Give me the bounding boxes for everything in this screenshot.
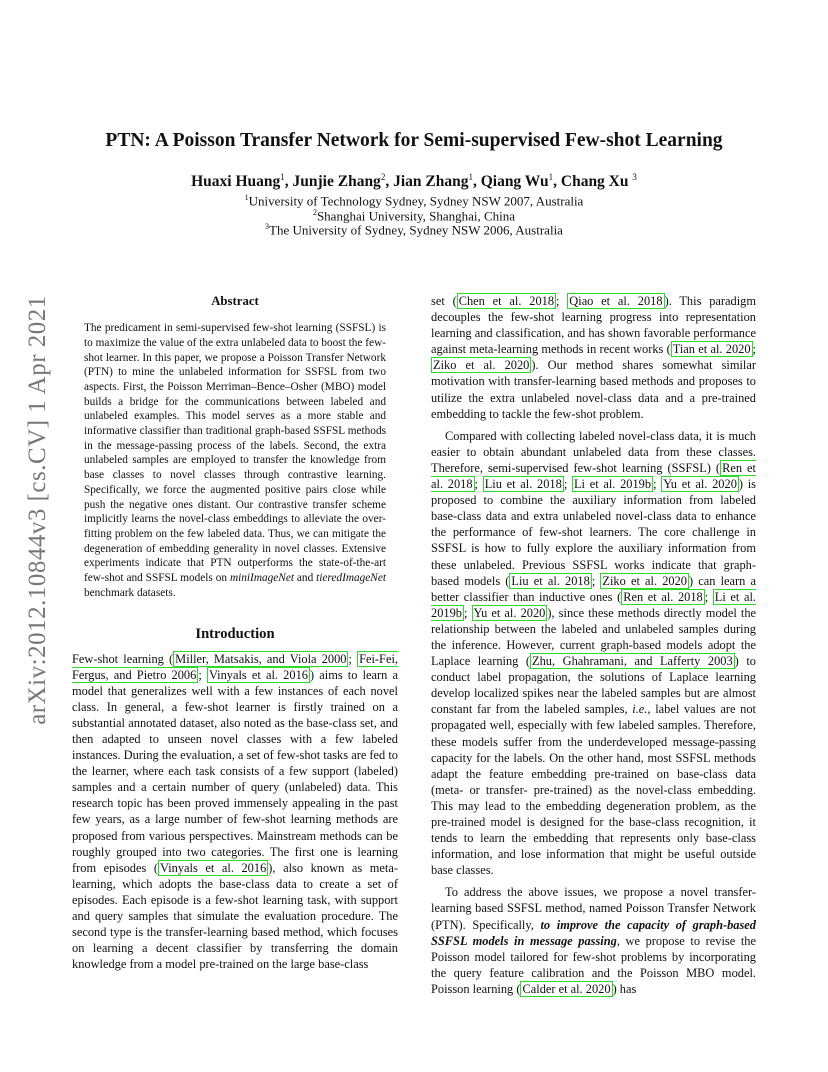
citation-link[interactable]: Chen et al. 2018 <box>458 294 555 308</box>
emphasized-text: to improve the capacity of graph-based SSFSL models in message passing <box>431 917 756 948</box>
body-text: ; <box>704 589 713 604</box>
body-text: ; <box>474 477 483 492</box>
body-text: , we propose to revise the Poisson model tailored for few-shot problems by incorporating the query feature calibration and the Poisson MBO model. Poisson learning ( <box>431 933 756 996</box>
author-affil-mark: 1 <box>468 172 473 182</box>
citation-link[interactable]: Liu et al. 2018 <box>511 573 590 588</box>
body-text-italic: i.e., <box>632 702 651 717</box>
citation-link[interactable]: Miller, Matsakis, and Viola 2000 <box>175 651 347 666</box>
abstract-body: and <box>293 572 317 585</box>
body-text: ). Our method shares somewhat similar motivation with transfer-learning based methods and proposes to utilize the extra unlabeled novel-class data and a pre-trained embedding to tackle the few-shot problem. <box>431 358 756 421</box>
citation-link[interactable]: Ziko et al. 2020 <box>433 358 530 373</box>
citation-link[interactable]: Ziko et al. 2020 <box>602 573 687 588</box>
body-text: ; <box>198 667 207 682</box>
affiliation-mark: 3 <box>265 222 270 231</box>
abstract-body: benchmark datasets. <box>84 586 176 599</box>
citation-link[interactable]: Zhu, Ghahramani, and Lafferty 2003 <box>532 654 733 669</box>
body-text: ; <box>348 651 358 666</box>
body-text: ; <box>591 573 601 588</box>
author-name: Qiang Wu <box>480 173 549 191</box>
body-text: set ( <box>431 294 457 308</box>
body-text: Few-shot learning ( <box>72 651 174 666</box>
abstract-body: The predicament in semi-supervised few-shot learning (SSFSL) is to maximize the value of the extra unlabeled data to boost the few-shot learner. In this paper, we propose a Poisson Transfer Network (PTN) to mine the unlabeled information for SSFSL from two aspects. First, the Poisson Merriman–Bence–Osher (MBO) model builds a bridge for the communications between labeled and unlabeled examples. This model serves as a more stable and informative classifier than traditional graph-based SSFSL methods in the message-passing process of the labels. Second, the extra unlabeled samples are employed to transfer the knowledge from base classes to novel classes through contrastive learning. Specifically, we force the augmented positive pairs close while push the negative ones distant. Our contrastive transfer scheme implicitly learns the novel-class embeddings to alleviate the over-fitting problem on the few labeled data. Thus, we can mitigate the degeneration of embedding generality in novel classes. Extensive experiments indicate that PTN outperforms the state-of-the-art few-shot and SSFSL models on <box>84 322 386 585</box>
author-affil-mark: 1 <box>548 172 554 182</box>
arxiv-stamp-text: arXiv:2012.10844v3 [cs.CV] 1 Apr 2021 <box>24 295 52 725</box>
citation-link[interactable]: Li et al. 2019b <box>573 477 652 492</box>
author-affil-mark: 1 <box>280 172 285 182</box>
affiliation-text: The University of Sydney, Sydney NSW 2006, Australia <box>269 222 563 238</box>
arxiv-stamp <box>12 295 64 725</box>
paper-title: PTN: A Poisson Transfer Network for Semi-supervised Few-shot Learning <box>105 130 723 151</box>
affiliation-mark: 1 <box>244 193 249 202</box>
body-paragraph <box>431 428 756 879</box>
citation-link[interactable]: Li et al. 2019b <box>431 589 756 620</box>
body-text: ), also known as meta-learning, which adopts the base-class data to create a set of episodes. Each episode is a few-shot learning task, with support and query samples that simulate the evaluation procedure. The second type is the transfer-learning based method, which focuses on learning a decent classifier by transferring the domain knowledge from a model pre-trained on the large base-class <box>72 860 398 972</box>
body-text: ; <box>563 477 572 492</box>
affiliation-text: Shanghai University, Shanghai, China <box>316 208 516 224</box>
abstract-text <box>72 321 398 600</box>
citation-link[interactable]: Vinyals et al. 2016 <box>208 667 308 682</box>
right-column <box>431 293 756 997</box>
body-text: ) is proposed to combine the auxiliary information from labeled base-class data and extra unlabeled novel-class data to enhance the performance of few-shot learners. The core challenge in SSFSL is how to fully explore the auxiliary information from these unlabeled. Previous SSFSL works indicate that graph-based models ( <box>431 477 757 588</box>
body-text: ) aims to learn a model that generalizes well with a few instances of each novel class. In general, a few-shot learner is firstly trained on a substantial annotated dataset, also noted as the base-class set, and then adapted to unseen novel classes with a few labeled instances. During the evaluation, a set of few-shot tasks are fed to the learner, where each task consists of a few support (labeled) samples and a certain number of query (unlabeled) data. This research topic has been proved immensely appealing in the past few years, as a large number of few-shot learning methods are proposed from various perspectives. Mainstream methods can be roughly grouped into two categories. The first one is learning from episodes ( <box>72 667 399 875</box>
citation-link[interactable]: Qiao et al. 2018 <box>569 294 663 308</box>
affiliation <box>0 193 828 209</box>
citation-link[interactable]: Yu et al. 2020 <box>663 477 737 492</box>
body-text: ; <box>556 294 568 308</box>
citation-link[interactable]: Fei-Fei, Fergus, and Pietro 2006 <box>72 651 398 682</box>
dataset-name: tieredImageNet <box>316 572 386 585</box>
abstract-heading: Abstract <box>211 294 259 308</box>
author-affil-mark: 2 <box>380 172 386 182</box>
body-text: To address the above issues, we propose a novel transfer-learning based SSFSL method, named Poisson Transfer Network (PTN). Specifically, <box>431 885 756 932</box>
affiliation <box>0 222 828 238</box>
dataset-name: miniImageNet <box>229 572 294 585</box>
author-name: Huaxi Huang <box>191 173 281 191</box>
author-name: Jian Zhang <box>393 173 469 191</box>
body-text: label values are not propagated well, especially with few labeled samples. Therefore, these models suffer from the underdeveloped message-passing capacity for the labels. On the other hand, most SSFSL methods adapt the feature embedding pre-trained on base-class data (meta- or transfer- pre-trained) as the novel-class embedding. This may lead to the embedding degeneration problem, as the pre-trained model is designed for the base-class recognition, it tends to learn the embedding that represents only base-class information, and lose information that might be useful outside base classes. <box>431 702 756 878</box>
author-list: Huaxi Huang$^1$, Junjie Zhang$^2$, Jian Zhang$^1$, Qiang Wu$^1$, Chang Xu $^3$ <box>191 172 637 191</box>
citation-link[interactable]: Tian et al. 2020 <box>672 342 751 357</box>
affiliation-text: University of Technology Sydney, Sydney NSW 2007, Australia <box>248 193 584 209</box>
author-name: Junjie Zhang <box>292 173 381 191</box>
body-paragraph <box>431 884 756 997</box>
body-text: ) to conduct label propagation, the solutions of Laplace learning develop localized spikes near the labeled samples but are almost constant far from the labeled samples, <box>431 654 756 717</box>
author-name: Chang Xu <box>560 173 629 191</box>
body-paragraph <box>431 293 756 422</box>
citation-link[interactable]: Ren et al. 2018 <box>623 589 703 604</box>
body-text: ). This paradigm decouples the few-shot learning progress into representation learning and classification, and has shown favorable performance against meta-learning methods in recent works ( <box>431 294 756 357</box>
citation-link[interactable]: Yu et al. 2020 <box>473 605 546 620</box>
body-text: ; <box>752 342 756 357</box>
body-text: ; <box>463 605 472 620</box>
affiliation-mark: 2 <box>312 208 317 217</box>
citation-link[interactable]: Liu et al. 2018 <box>484 477 562 492</box>
citation-link[interactable]: Calder et al. 2020 <box>522 981 611 996</box>
body-text: ) can learn a better classifier than inductive ones ( <box>431 573 757 604</box>
body-text: Compared with collecting labeled novel-class data, it is much easier to obtain abundant unlabeled data from these classes. Therefore, semi-supervised few-shot learning (SSFSL) ( <box>431 428 756 475</box>
citation-link[interactable]: Vinyals et al. 2016 <box>160 860 267 875</box>
body-text: ; <box>653 477 662 492</box>
introduction-heading: Introduction <box>195 626 275 643</box>
author-affil-mark: 3 <box>632 172 637 182</box>
citation-link[interactable]: Ren et al. 2018 <box>431 460 756 492</box>
intro-paragraph <box>72 651 398 973</box>
body-text: ) has <box>612 981 637 996</box>
body-text: ), since these methods directly model the relationship between the labeled and unlabeled samples during the inference. However, current graph-based models adopt the Laplace learning ( <box>431 605 757 669</box>
left-column <box>72 293 398 972</box>
